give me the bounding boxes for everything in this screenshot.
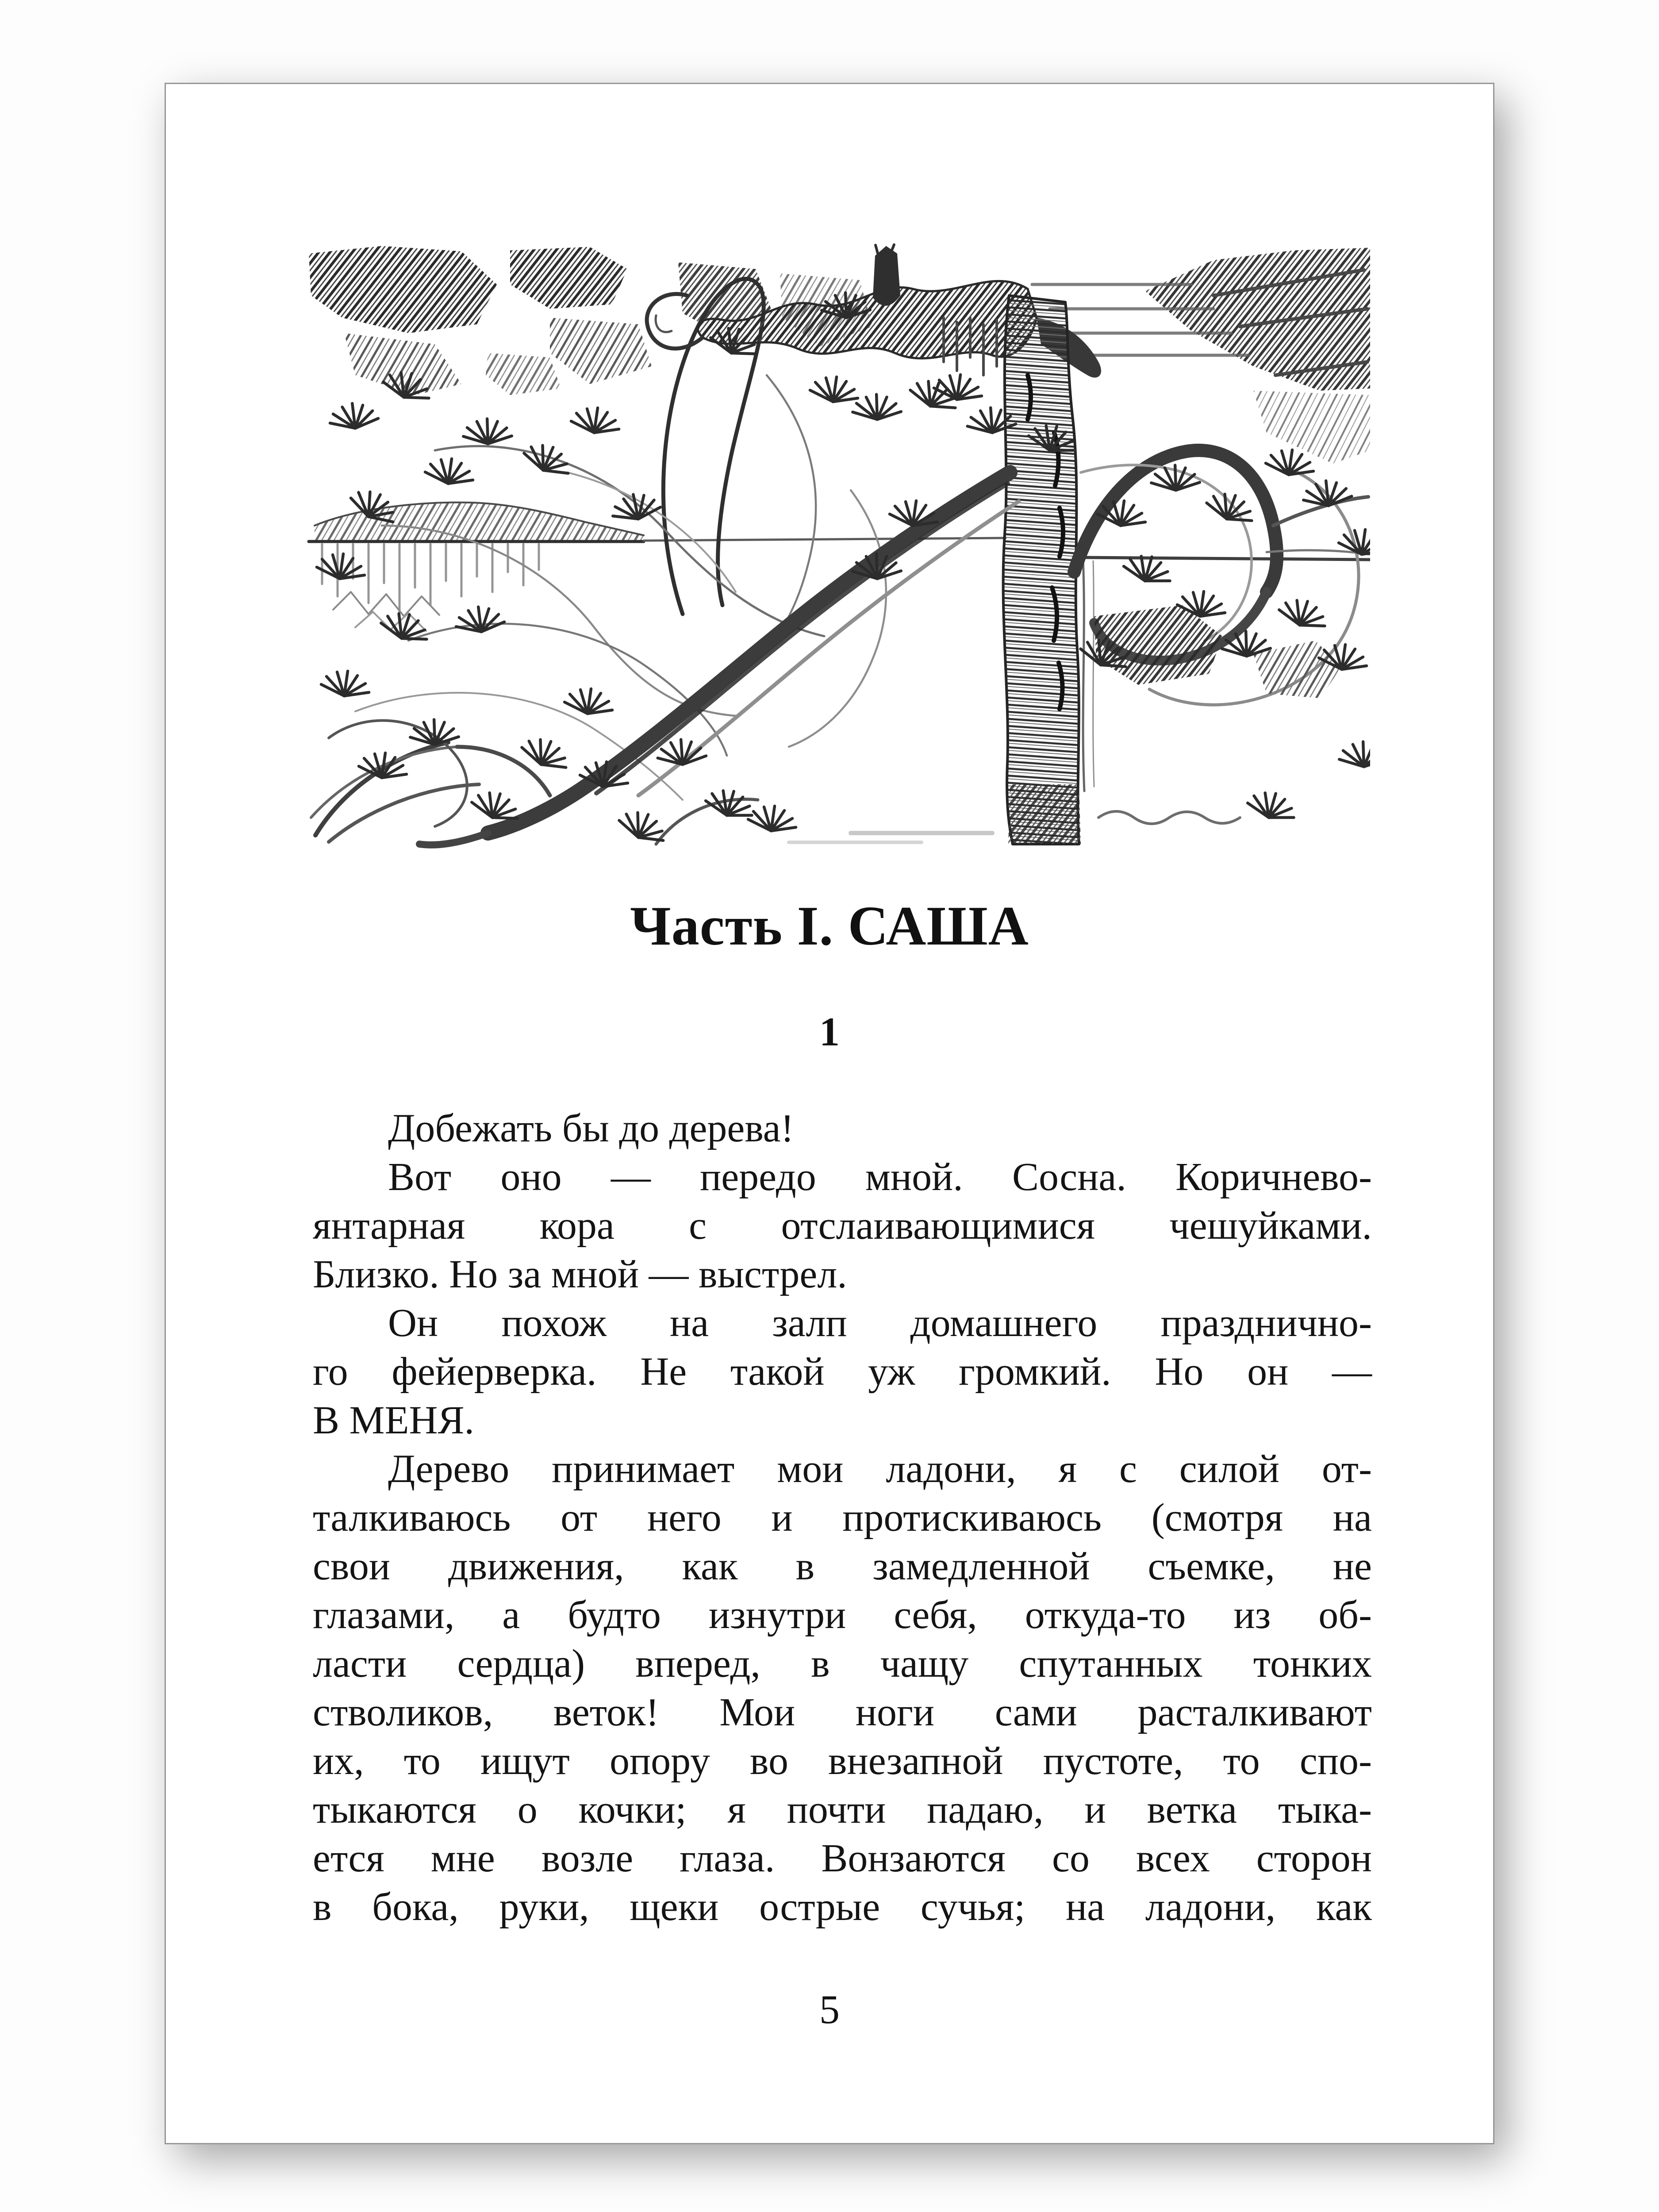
book-page <box>165 83 1494 2144</box>
body-text-line: их, то ищут опору во внезапной пустоте, то спо- <box>313 1739 1372 1783</box>
body-text-line: тыкаются о кочки; я почти падаю, и ветка тыка- <box>313 1788 1372 1832</box>
part-heading: Часть I. САША <box>630 895 1029 957</box>
body-text-line: в бока, руки, щеки острые сучья; на ладони, как <box>313 1885 1372 1929</box>
body-text-line: В МЕНЯ. <box>313 1398 475 1442</box>
body-text-line: стволиков, веток! Мои ноги сами расталкивают <box>313 1690 1372 1734</box>
chapter-number: 1 <box>819 1009 840 1054</box>
body-text-line: Вот оно — передо мной. Сосна. Коричнево- <box>388 1155 1372 1199</box>
pine-tree-illustration <box>302 242 1370 849</box>
body-text-line: свои движения, как в замедленной съемке, не <box>313 1544 1372 1588</box>
body-text-line: ласти сердца) вперед, в чащу спутанных тонких <box>313 1642 1372 1686</box>
body-text-line: Близко. Но за мной — выстрел. <box>313 1252 847 1296</box>
body-text-line: янтарная кора с отслаивающимися чешуйками. <box>313 1204 1372 1248</box>
pine-tree-sketch-svg <box>302 242 1370 849</box>
body-text-line: Добежать бы до дерева! <box>388 1106 794 1150</box>
body-text-line: талкиваюсь от него и протискиваюсь (смотря на <box>313 1496 1372 1540</box>
body-text <box>313 1104 1372 1932</box>
body-text-line: глазами, а будто изнутри себя, откуда-то из об- <box>313 1593 1372 1637</box>
bottom-left-bush <box>311 721 758 844</box>
needle-tufts <box>317 289 1370 844</box>
page-number: 5 <box>819 1987 840 2032</box>
body-text-line: ется мне возле глаза. Вонзаются со всех сторон <box>313 1836 1372 1880</box>
body-text-line: Он похож на залп домашнего празднично- <box>388 1301 1372 1345</box>
body-text-line: го фейерверка. Не такой уж громкий. Но он — <box>313 1350 1372 1394</box>
body-text-line: Дерево принимает мои ладони, я с силой от- <box>388 1447 1372 1491</box>
